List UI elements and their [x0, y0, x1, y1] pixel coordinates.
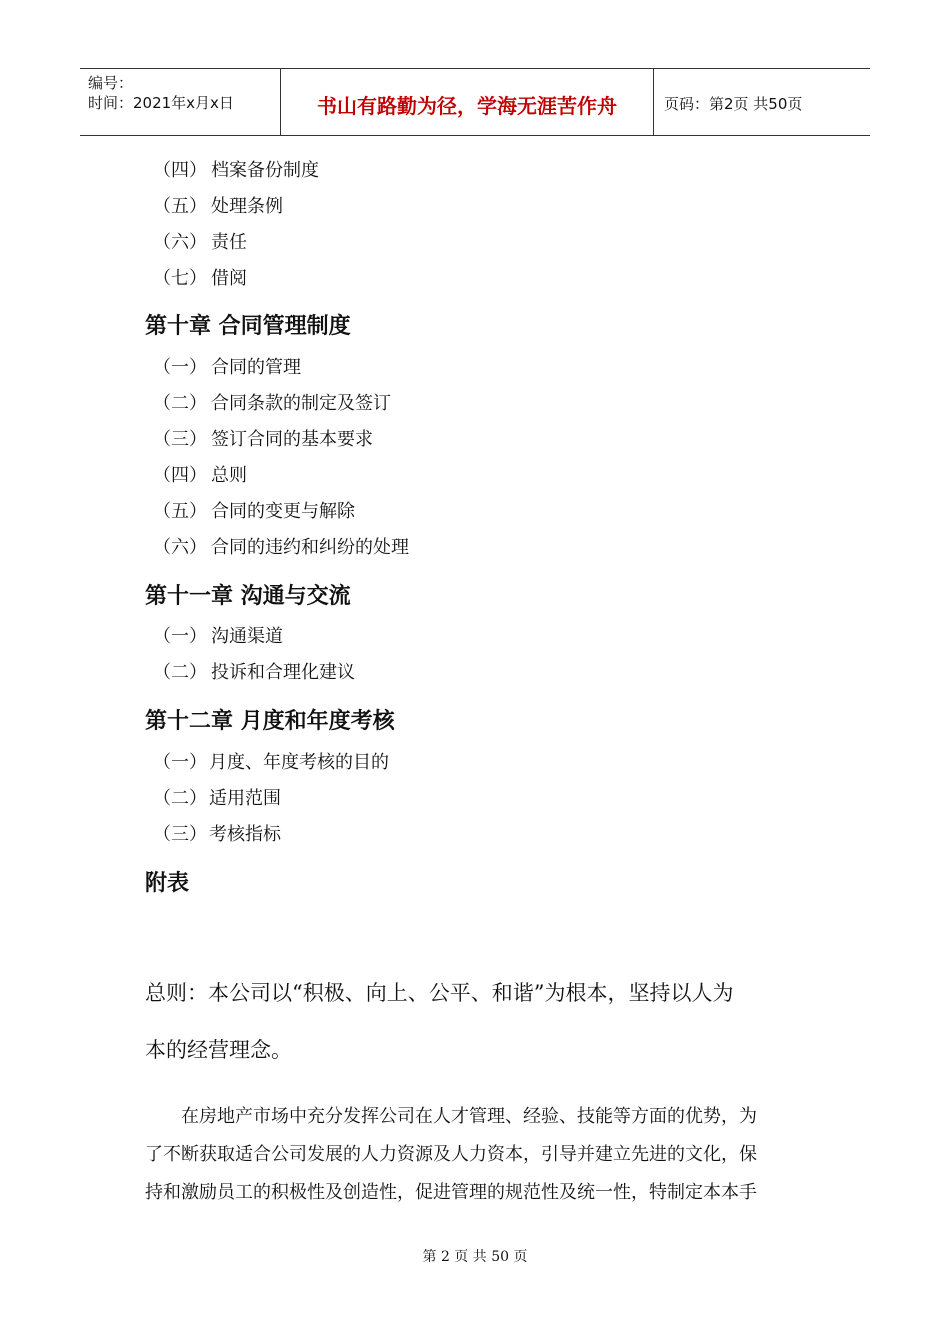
page-header: [80, 68, 870, 136]
toc-item-number: （二）: [153, 788, 207, 809]
toc-item-number: （一）: [153, 357, 207, 378]
toc-item: [153, 357, 301, 379]
toc-item: [153, 626, 283, 648]
toc-item: [153, 393, 391, 415]
toc-item-number: （三）: [153, 429, 207, 450]
toc-item-text: 档案备份制度: [211, 160, 319, 181]
toc-item: [153, 196, 283, 218]
page-footer: 第 2 页 共 50 页: [422, 1249, 528, 1265]
toc-item-text: 责任: [211, 232, 247, 253]
toc-item-number: （二）: [153, 393, 207, 414]
header-date-label: 时间：2021年x月x日: [88, 94, 234, 112]
toc-item-text: 处理条例: [211, 196, 283, 217]
toc-item-number: （六）: [153, 537, 207, 558]
toc-item: [153, 232, 247, 254]
toc-item-number: （五）: [153, 501, 207, 522]
toc-item-text: 适用范围: [209, 788, 281, 809]
header-motto: 书山有路勤为径，学海无涯苦作舟: [281, 69, 654, 135]
toc-item: [153, 824, 281, 846]
header-page-info: 页码：第2页 共50页: [664, 94, 803, 113]
toc-item-text: 投诉和合理化建议: [211, 662, 355, 683]
toc-item-text: 沟通渠道: [211, 626, 283, 647]
toc-item: [153, 501, 355, 523]
chapter-10-title: 第十章 合同管理制度: [145, 314, 351, 339]
toc-item-text: 合同的管理: [211, 357, 301, 378]
toc-item: [153, 268, 247, 290]
toc-item-text: 合同的违约和纠纷的处理: [211, 537, 409, 558]
chapter-12-title: 第十二章 月度和年度考核: [145, 709, 395, 734]
toc-item: [153, 752, 389, 774]
toc-item: [153, 662, 355, 684]
toc-item-text: 合同的变更与解除: [211, 501, 355, 522]
toc-item: [153, 788, 281, 810]
paragraph-line: 了不断获取适合公司发展的人力资源及人力资本，引导并建立先进的文化，保: [145, 1144, 757, 1165]
toc-item-number: （二）: [153, 662, 207, 683]
toc-item-number: （七）: [153, 268, 207, 289]
paragraph-line: 在房地产市场中充分发挥公司在人才管理、经验、技能等方面的优势，为: [145, 1106, 757, 1127]
toc-item-text: 签订合同的基本要求: [211, 429, 373, 450]
toc-item-number: （六）: [153, 232, 207, 253]
toc-item-number: （四）: [153, 465, 207, 486]
toc-item-number: （一）: [153, 626, 207, 647]
header-meta: [80, 69, 281, 135]
toc-item-number: （四）: [153, 160, 207, 181]
toc-item-number: （一）: [153, 752, 207, 773]
toc-item: [153, 537, 409, 559]
toc-item: [153, 465, 247, 487]
toc-item-number: （五）: [153, 196, 207, 217]
toc-item-text: 月度、年度考核的目的: [209, 752, 389, 773]
toc-item-text: 总则: [211, 465, 247, 486]
toc-item: [153, 429, 373, 451]
chapter-11-title: 第十一章 沟通与交流: [145, 584, 351, 609]
toc-item: [153, 160, 319, 182]
toc-item-text: 考核指标: [209, 824, 281, 845]
header-number-label: 编号：: [88, 74, 134, 92]
intro-line: 本的经营理念。: [145, 1038, 292, 1062]
toc-item-text: 借阅: [211, 268, 247, 289]
appendix-title: 附表: [145, 871, 190, 896]
toc-item-number: （三）: [153, 824, 207, 845]
intro-line: 总则：本公司以“积极、向上、公平、和谐”为根本，坚持以人为: [145, 981, 734, 1005]
toc-item-text: 合同条款的制定及签订: [211, 393, 391, 414]
paragraph-line: 持和激励员工的积极性及创造性，促进管理的规范性及统一性，特制定本本手: [145, 1182, 757, 1203]
